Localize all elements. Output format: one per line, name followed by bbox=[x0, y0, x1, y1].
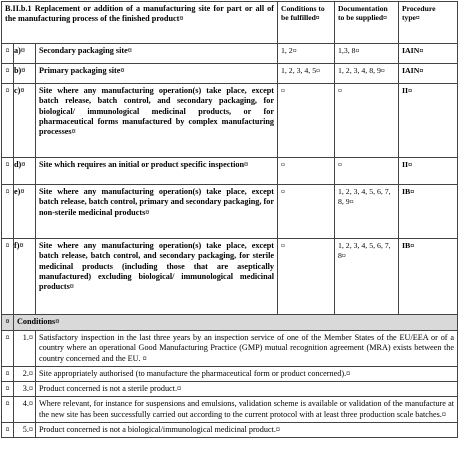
condition-text: Where relevant, for instance for suspensions and emulsions, validation scheme is available or validation of the manufacture at the new site has been successfully carried out according to the current protocol with at least three production scale batches.¤ bbox=[36, 397, 458, 423]
condition-number: 3.¤ bbox=[14, 382, 36, 397]
row-documentation: 1, 2, 3, 4, 5, 6, 7, 8¤ bbox=[335, 239, 399, 315]
row-letter: c)¤ bbox=[14, 84, 36, 158]
variation-table bbox=[1, 1, 458, 438]
row-bullet-marker: ¤ bbox=[2, 158, 14, 185]
row-procedure: IB¤ bbox=[399, 185, 458, 239]
row-procedure: IAIN¤ bbox=[399, 44, 458, 64]
table-row bbox=[2, 84, 458, 158]
row-description: Site which requires an initial or product specific inspection¤ bbox=[36, 158, 278, 185]
table-row bbox=[2, 239, 458, 315]
row-procedure: IB¤ bbox=[399, 239, 458, 315]
condition-bullet-marker: ¤ bbox=[2, 331, 14, 367]
condition-number: 1.¤ bbox=[14, 331, 36, 367]
row-procedure: II¤ bbox=[399, 158, 458, 185]
row-description: Site where any manufacturing operation(s) take place, except batch release, batch control, and secondary packaging, for sterile medicinal products (including those that are aseptically manufactured) excluding biological/ immunological medicinal products¤ bbox=[36, 239, 278, 315]
variation-title: B.II.b.1 Replacement or addition of a manufacturing site for part or all of the manufacturing process of the finished product¤ bbox=[2, 2, 278, 44]
row-description: Site where any manufacturing operation(s) take place, except batch release, batch control, primary and secondary packaging, for non-sterile medicinal products¤ bbox=[36, 185, 278, 239]
row-conditions: 1, 2¤ bbox=[278, 44, 335, 64]
row-documentation: 1,3, 8¤ bbox=[335, 44, 399, 64]
row-conditions: 1, 2, 3, 4, 5¤ bbox=[278, 64, 335, 84]
condition-number: 2.¤ bbox=[14, 366, 36, 381]
table-header-row bbox=[2, 2, 458, 44]
table-row bbox=[2, 64, 458, 84]
condition-item bbox=[2, 422, 458, 437]
row-bullet-marker: ¤ bbox=[2, 185, 14, 239]
procedure-column-header: Procedure type¤ bbox=[399, 2, 458, 44]
condition-text: Site appropriately authorised (to manufacture the pharmaceutical form or product concerned).¤ bbox=[36, 366, 458, 381]
row-letter: e)¤ bbox=[14, 185, 36, 239]
condition-item bbox=[2, 397, 458, 423]
row-description: Site where any manufacturing operation(s) take place, except batch release, batch control, and secondary packaging, for biological/ immunological medicinal products, or for pharmaceutical forms manufactured by complex manufacturing processes¤ bbox=[36, 84, 278, 158]
table-row bbox=[2, 44, 458, 64]
row-bullet-marker: ¤ bbox=[2, 84, 14, 158]
row-documentation: ¤ bbox=[335, 158, 399, 185]
condition-item bbox=[2, 331, 458, 367]
row-letter: b)¤ bbox=[14, 64, 36, 84]
row-bullet-marker: ¤ bbox=[2, 64, 14, 84]
row-description: Primary packaging site¤ bbox=[36, 64, 278, 84]
row-conditions: ¤ bbox=[278, 185, 335, 239]
variation-document bbox=[1, 1, 457, 438]
row-procedure: IAIN¤ bbox=[399, 64, 458, 84]
documentation-column-header: Documentation to be supplied¤ bbox=[335, 2, 399, 44]
row-conditions: ¤ bbox=[278, 84, 335, 158]
row-description: Secondary packaging site¤ bbox=[36, 44, 278, 64]
condition-bullet-marker: ¤ bbox=[2, 422, 14, 437]
condition-bullet-marker: ¤ bbox=[2, 382, 14, 397]
condition-text: Satisfactory inspection in the last three years by an inspection service of one of the Member States of the EU/EEA or of a country where an operational Good Manufacturing Practice (GMP) mutual recognition agreement (MRA) exists between the country concerned and the EU. ¤ bbox=[36, 331, 458, 367]
row-documentation: 1, 2, 3, 4, 5, 6, 7, 8, 9¤ bbox=[335, 185, 399, 239]
table-row bbox=[2, 158, 458, 185]
row-documentation: ¤ bbox=[335, 84, 399, 158]
row-letter: f)¤ bbox=[14, 239, 36, 315]
row-letter: d)¤ bbox=[14, 158, 36, 185]
row-letter: a)¤ bbox=[14, 44, 36, 64]
row-conditions: ¤ bbox=[278, 239, 335, 315]
row-documentation: 1, 2, 3, 4, 8, 9¤ bbox=[335, 64, 399, 84]
condition-text: Product concerned is not a sterile product.¤ bbox=[36, 382, 458, 397]
condition-item bbox=[2, 366, 458, 381]
condition-bullet-marker: ¤ bbox=[2, 397, 14, 423]
condition-bullet-marker: ¤ bbox=[2, 366, 14, 381]
row-procedure: II¤ bbox=[399, 84, 458, 158]
conditions-column-header: Conditions to be fulfilled¤ bbox=[278, 2, 335, 44]
condition-text: Product concerned is not a biological/immunological medicinal product.¤ bbox=[36, 422, 458, 437]
row-bullet-marker: ¤ bbox=[2, 44, 14, 64]
row-conditions: ¤ bbox=[278, 158, 335, 185]
conditions-heading: Conditions¤ bbox=[14, 315, 458, 331]
row-bullet-marker: ¤ bbox=[2, 239, 14, 315]
condition-item bbox=[2, 382, 458, 397]
condition-number: 5.¤ bbox=[14, 422, 36, 437]
conditions-bullet-marker: ¤ bbox=[2, 315, 14, 331]
table-row bbox=[2, 185, 458, 239]
condition-number: 4.¤ bbox=[14, 397, 36, 423]
conditions-heading-row bbox=[2, 315, 458, 331]
